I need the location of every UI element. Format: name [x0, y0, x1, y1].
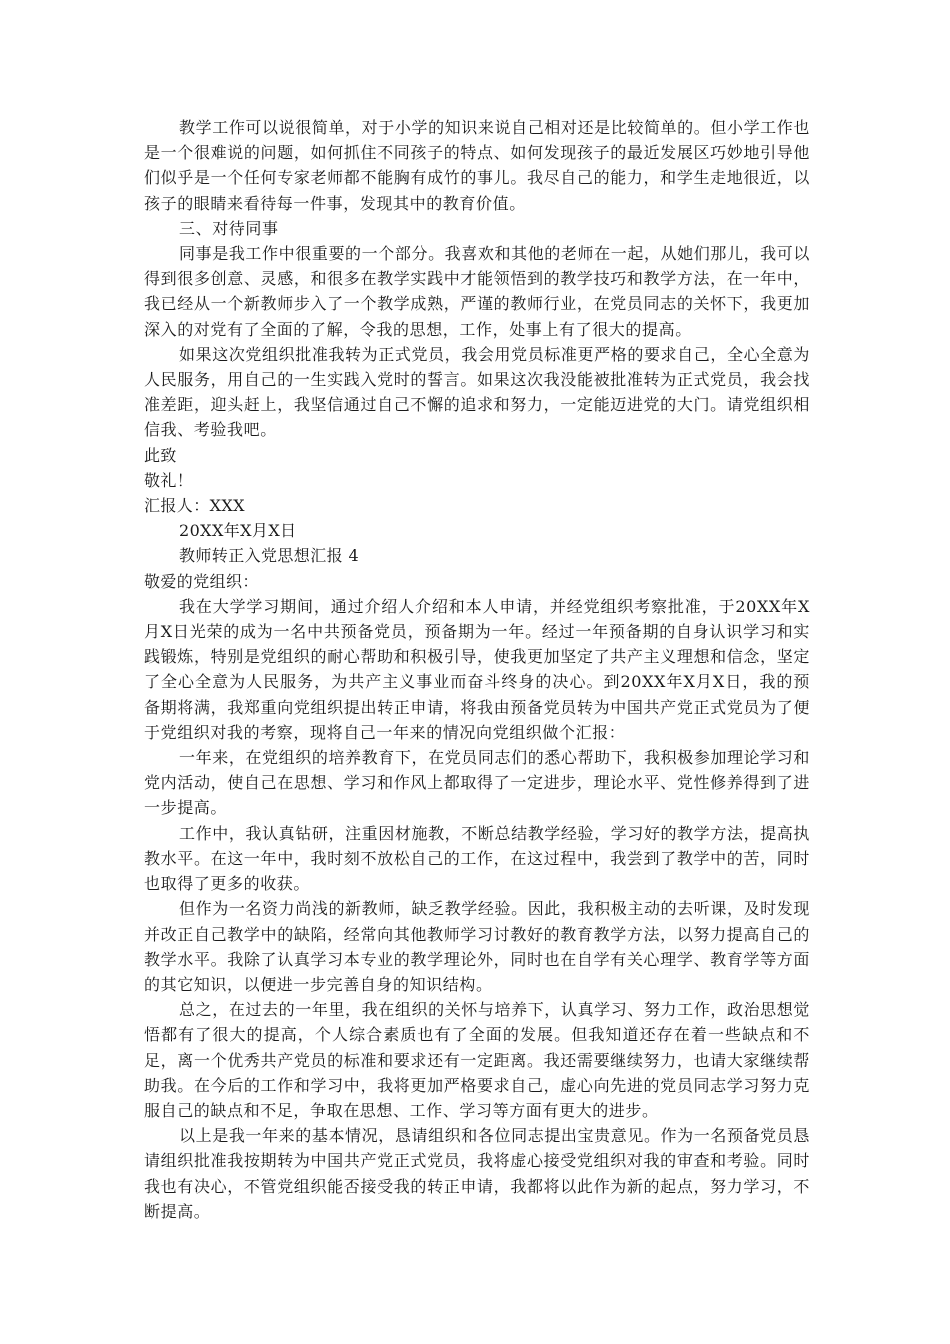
paragraph-colleagues: 同事是我工作中很重要的一个部分。我喜欢和其他的老师在一起，从她们那儿，我可以得到很多创意、灵感，和很多在教学实践中才能领悟到的教学技巧和教学方法，在一年中，我已经从一个新教师步入了一个教学成熟，严谨的教师行业，在党员同志的关怀下，我更加深入的对党有了全面的了解，令我的思想，工作，处事上有了很大的提高。 [144, 244, 810, 339]
paragraph-teaching-work: 教学工作可以说很简单，对于小学的知识来说自己相对还是比较简单的。但小学工作也是一个很难说的问题，如何抓住不同孩子的特点、如何发现孩子的最近发展区巧妙地引导他们似乎是一个任何专家老师都不能胸有成竹的事儿。我尽自己的能力，和学生走地很近，以孩子的眼睛来看待每一件事，发现其中的教育价值。 [144, 118, 810, 213]
paragraph-year-progress: 一年来，在党组织的培养教育下，在党员同志们的悉心帮助下，我积极参加理论学习和党内活动，使自己在思想、学习和作风上都取得了一定进步，理论水平、党性修养得到了进一步提高。 [144, 748, 810, 818]
reporter-signature: 汇报人：XXX [144, 496, 245, 516]
report-title-4: 教师转正入党思想汇报 4 [179, 546, 360, 566]
greeting-party: 敬爱的党组织： [144, 571, 259, 591]
paragraph-background: 我在大学学习期间，通过介绍人介绍和本人申请，并经党组织考察批准，于20XX年X月X日光荣的成为一名中共预备党员，预备期为一年。经过一年预备期的自身认识学习和实践锻炼，特别是党组织的耐心帮助和积极引导，使我更加坚定了共产主义理想和信念，坚定了全心全意为人民服务，为共产主义事业而奋斗终身的决心。到20XX年X月X日，我的预备期将满，我郑重向党组织提出转正申请，将我由预备党员转为中国共产党正式党员为了便于党组织对我的考察，现将自己一年来的情况向党组织做个汇报： [144, 596, 810, 742]
paragraph-conclusion: 以上是我一年来的基本情况，恳请组织和各位同志提出宝贵意见。作为一名预备党员恳请组织批准我按期转为中国共产党正式党员，我将虚心接受党组织对我的审查和考验。同时我也有决心，不管党组织能否接受我的转正申请，我都将以此作为新的起点，努力学习，不断提高。 [144, 1126, 810, 1221]
paragraph-new-teacher: 但作为一名资力尚浅的新教师，缺乏教学经验。因此，我积极主动的去听课，及时发现并改正自己教学中的缺陷，经常向其他教师学习讨教好的教育教学方法，以努力提高自己的教学水平。我除了认真学习本专业的教学理论外，同时也在自学有关心理学、教育学等方面的其它知识，以便进一步完善自身的知识结构。 [144, 899, 810, 994]
paragraph-summary: 总之，在过去的一年里，我在组织的关怀与培养下，认真学习、努力工作，政治思想觉悟都有了很大的提高，个人综合素质也有了全面的发展。但我知道还存在着一些缺点和不足，离一个优秀共产党员的标准和要求还有一定距离。我还需要继续努力，也请大家继续帮助我。在今后的工作和学习中，我将更加严格要求自己，虚心向先进的党员同志学习努力克服自己的缺点和不足，争取在思想、工作、学习等方面有更大的进步。 [144, 1000, 810, 1120]
closing-jingli: 敬礼！ [144, 470, 194, 490]
document-page [144, 115, 810, 1224]
report-date: 20XX年X月X日 [179, 521, 297, 541]
closing-cizhi: 此致 [144, 445, 177, 465]
paragraph-work: 工作中，我认真钻研，注重因材施教，不断总结教学经验，学习好的教学方法，提高执教水平。在这一年中，我时刻不放松自己的工作，在这过程中，我尝到了教学中的苦，同时也取得了更多的收获。 [144, 823, 810, 894]
paragraph-approval-commitment: 如果这次党组织批准我转为正式党员，我会用党员标准更严格的要求自己，全心全意为人民服务，用自己的一生实践入党时的誓言。如果这次我没能被批准转为正式党员，我会找准差距，迎头赶上，我坚信通过自己不懈的追求和努力，一定能迈进党的大门。请党组织相信我、考验我吧。 [144, 344, 810, 440]
section-heading-colleagues: 三、对待同事 [179, 218, 279, 238]
